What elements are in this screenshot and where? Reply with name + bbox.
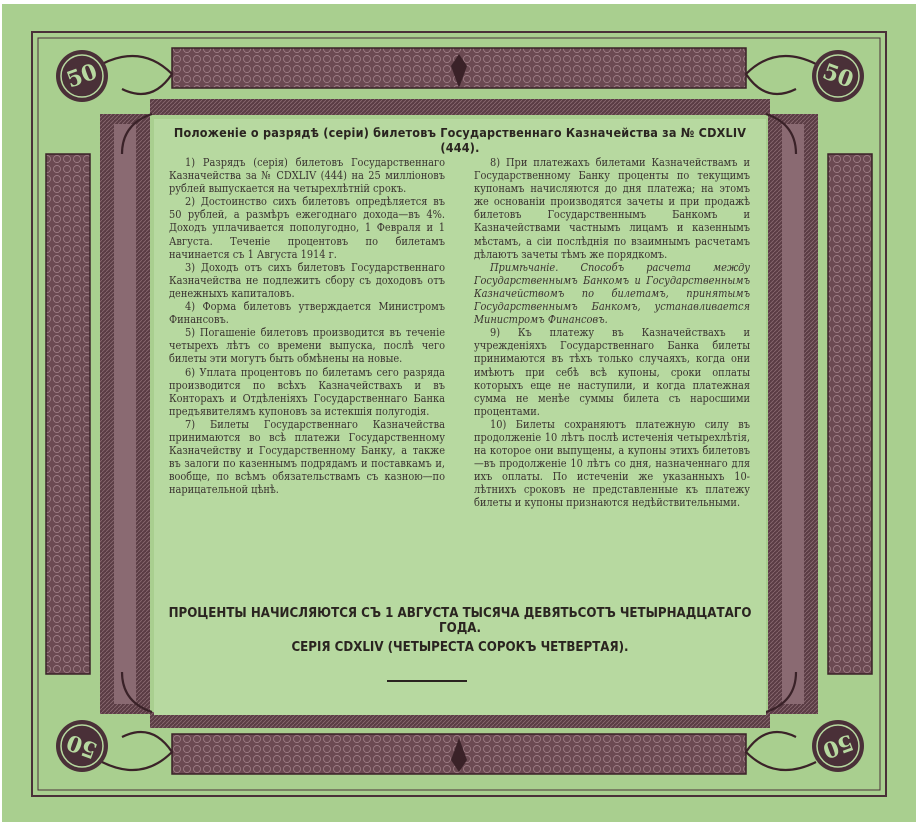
clause-4: 4) Форма билетовъ утверждается Министромъ Финансовъ.: [169, 300, 445, 327]
closing-rule: [387, 680, 467, 682]
clause-3: 3) Доходъ отъ сихъ билетовъ Государственнаго Казначейства не подлежитъ сбору съ доходовъ отъ денежныхъ капиталовъ.: [169, 260, 445, 300]
clause-2: 2) Достоинство сихъ билетовъ опредѣляется въ 50 рублей, а размѣръ ежегоднаго дохода—въ 4%. Доходъ уплачивается пополугодно, 1 Февраля и 1 Августа. Теченіе процентовъ по билетамъ начинается съ 1 Августа 1914 г.: [169, 195, 445, 261]
clause-8: 8) При платежахъ билетами Казначействамъ и Государственному Банку проценты по текущимъ купонамъ начисляются до дня платежа; на этомъ же основаніи производятся зачеты и при продажѣ билетовъ Государственнымъ Банкомъ и Казначействами частнымъ лицамъ и казеннымъ мѣстамъ, а сіи послѣднія по взаимнымъ расчетамъ дѣлаютъ зачеты тѣмъ же порядкомъ.: [474, 156, 750, 261]
clause-10: 10) Билеты сохраняютъ платежную силу въ продолженіе 10 лѣтъ послѣ истеченія четырехлѣтія, на которое они выпущены, а купоны этихъ билетовъ—въ продолженіе 10 лѣтъ со дня, назначеннаго для ихъ оплаты. По истеченіи же указанныхъ 10-лѣтнихъ сроковъ не представленные къ платежу билеты и купоны признаются недѣйствительными.: [474, 417, 750, 510]
corner-numeral-bottom-right: 50: [819, 728, 857, 764]
clause-9: 9) Къ платежу въ Казначействахъ и учрежденіяхъ Государственнаго Банка билеты принимаются въ тѣхъ только случаяхъ, когда они имѣютъ при себѣ всѣ купоны, сроки оплаты которыхъ еще не наступили, и когда платежная сумма не менѣе суммы билета съ наросшими процентами.: [474, 326, 750, 418]
text-panel: [154, 119, 766, 715]
clause-note: Примѣчаніе. Способъ расчета между Государственнымъ Банкомъ и Государственнымъ Казначействомъ по билетамъ, принятымъ Государственнымъ Банкомъ, устанавливается Министромъ Финансовъ.: [474, 260, 750, 327]
series-line: СЕРІЯ CDXLIV (ЧЕТЫРЕСТА СОРОКЪ ЧЕТВЕРТАЯ).: [291, 640, 629, 655]
clause-6: 6) Уплата процентовъ по билетамъ сего разряда производится по всѣхъ Казначействахъ и въ Конторахъ и Отдѣленіяхъ Государственнаго Банка предъявителямъ купоновъ за истекшія полугодія.: [169, 365, 445, 418]
corner-numeral-bottom-left: 50: [63, 728, 101, 764]
regulation-heading: Положеніе о разрядѣ (серіи) билетовъ Государственнаго Казначейства за № CDXLIV (444).: [173, 125, 747, 155]
treasury-note-back: [2, 4, 916, 822]
corner-numeral-top-right: 50: [819, 58, 857, 94]
clause-5: 5) Погашеніе билетовъ производится въ теченіе четырехъ лѣтъ со времени выпуска, послѣ чего билеты эти могутъ быть обмѣнены на новые.: [169, 326, 445, 366]
clause-1: 1) Разрядъ (серія) билетовъ Государственнаго Казначейства за № CDXLIV (444) на 25 милліоновъ рублей выпускается на четырехлѣтній срокъ.: [169, 156, 445, 196]
left-column: [169, 156, 445, 496]
corner-numeral-top-left: 50: [63, 58, 101, 94]
interest-start-line: ПРОЦЕНТЫ НАЧИСЛЯЮТСЯ СЪ 1 АВГУСТА ТЫСЯЧА ДЕВЯТЬСОТЪ ЧЕТЫРНАДЦАТАГО ГОДА.: [168, 606, 752, 636]
right-column: [474, 156, 750, 510]
clause-7: 7) Билеты Государственнаго Казначейства принимаются во всѣ платежи Государственному Казначейству и Государственному Банку, а также въ залоги по казеннымъ подрядамъ и поставкамъ и, вообще, по всѣмъ обязательствамъ съ казною—по нарицательной цѣнѣ.: [169, 417, 445, 497]
